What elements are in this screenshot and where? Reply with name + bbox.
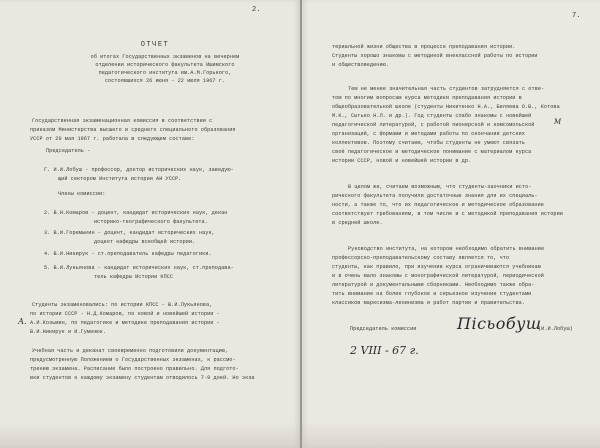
body-line-19: профессорско-преподавательскому составу является то, что [332,255,510,261]
body-line-3: А.И.Козьмин, по педагогике и методике преподавания истории - [30,320,220,326]
intro-line-2: приказом Министерства высшего и среднего специального образования [30,127,236,133]
member-line-3: 3. В.И.Горемыкин - доцент, кандидат исторических наук, [44,230,215,236]
body-line-8: педагогической литературой, с работой пионерской и комсомольской [332,122,535,128]
subtitle-line-3: педагогического института им.А.М.Горького, [98,70,232,76]
member-line-6: 5. В.И.Лукьянова - кандидат исторических наук, ст.преподава- [44,265,234,271]
body-line-1: Студенты экзаменовались: по истории КПСС - В.И.Лукьянова, [32,302,213,308]
body-line-7: трению экзамена. Расписание было построено правильно. Для подгото- [30,366,239,372]
member-line-2: историко-географического факультета. [94,219,208,225]
body-line-16: соответствует требованиям, в том числе и с методикой преподавания истории [332,211,563,217]
body-line-6: общеобразовательной школе (студенты Никитенко Н.А., Беляева О.В., Котова [332,104,560,110]
signer-name: (И.И.Лобуш) [538,326,573,332]
body-line-18: Руководство института, на котором необходимо обратить внимание [348,246,545,252]
body-line-4: Тем не менее значительная часть студентов затрудняется с отве- [348,86,545,92]
chair-label: Председатель - [46,148,91,154]
member-line-1: 2. В.Н.Комаров - доцент, кандидат исторических наук, декан [44,210,228,216]
body-line-11: своё педагогическое и методическое понимание с материалом курса [332,149,532,155]
member-line-5: 4. В.И.Никирук - ст.преподаватель кафедры педагогики. [44,251,212,257]
right-page [302,0,600,448]
document-title: ОТЧЕТ [140,41,170,49]
scan-shadow [0,422,300,448]
body-line-14: рического факультета получили достаточные знания для их специаль- [332,193,538,199]
chair-line-2: щий сектором Института истории АН УССР. [58,176,182,182]
handwritten-date: 2 VIII - 67 г. [350,344,419,357]
body-line-13: В целом же, считаем возможным, что студенты-заочники исто- [348,184,532,190]
body-line-2: Студенты хорошо знакомы с методикой внеклассной работы по истории [332,53,538,59]
body-line-7: М.К., Сытько Н.Л. и др.). Год студенты слабо знакомы с новейшей [332,113,532,119]
members-label: Члены комиссии: [58,191,106,197]
body-line-1: териальной жизни общества в процессе преподавания истории. [332,44,516,50]
body-line-23: тить внимание на более глубокое и серьезное изучение студентами [332,291,532,297]
body-line-10: коллективов. Поэтому считаем, чтобы студенты не умеют связать [332,140,525,146]
subtitle-line-4: состоявшихся 26 июня - 22 июля 1967 г. [104,78,226,84]
scan-shadow [302,422,600,448]
body-line-5: том по многим вопросам курса методики преподавания истории в [332,95,522,101]
body-line-8: вки студентов к каждому экзамену студентам отводилось 7-9 дней. Но экза [30,375,255,381]
chair-line-1: Г. И.И.Лобуш - профессор, доктор исторических наук, заведую- [44,167,234,173]
body-line-24: классиков марксизма-ленинизма и работ партии и правительства. [332,300,525,306]
body-line-3: и обществоведению. [332,62,389,68]
signature-label: Председатель комиссии [350,326,417,332]
page-number: 7. [572,12,581,20]
subtitle-line-1: об итогах Государственных экзаменов на вечернем [90,54,240,60]
page-number: 2. [252,6,261,14]
body-line-6: предусмотренную Положением о Государственных экзаменах, к рассмо- [30,357,236,363]
body-line-17: в средней школе. [332,220,383,226]
body-line-12: истории СССР, новой и новейшей истории в др. [332,158,472,164]
body-line-20: студенты, как правило, при изучении курса ограничиваются учебникам [332,264,541,270]
body-line-4: В.И.Никирук и И.Гуменюк. [30,329,106,335]
pen-mark: М [554,118,562,126]
body-line-22: литературой и документальными сборниками. Необходимо также обра- [332,282,535,288]
body-line-9: организаций, с формами и методами работы по окончании детских [332,131,525,137]
body-line-15: ности, а также то, что их педагогическое и методическое образование [332,202,544,208]
subtitle-line-2: отделении исторического факультета Ишимского [95,62,235,68]
body-line-2: по истории СССР - Н.Д.Комаров, по новой и новейшей истории - [30,311,220,317]
intro-line-1: Государственная экзаменационная комиссия в соответствии с [32,118,213,124]
body-line-5: Учебная часть и деканат своевременно подготовили документацию, [32,348,229,354]
margin-note: А. [18,317,27,326]
signature: Пісьобуш [457,314,542,333]
member-line-7: тель кафедры Истории КПСС [94,274,174,280]
member-line-4: доцент кафедры всеобщей истории. [94,239,196,245]
body-line-21: и в очень мало знакомы с монографической литературой, периодической [332,273,544,279]
intro-line-3: УССР от 20 мая 1967 г. работала в следующем составе: [30,136,195,142]
